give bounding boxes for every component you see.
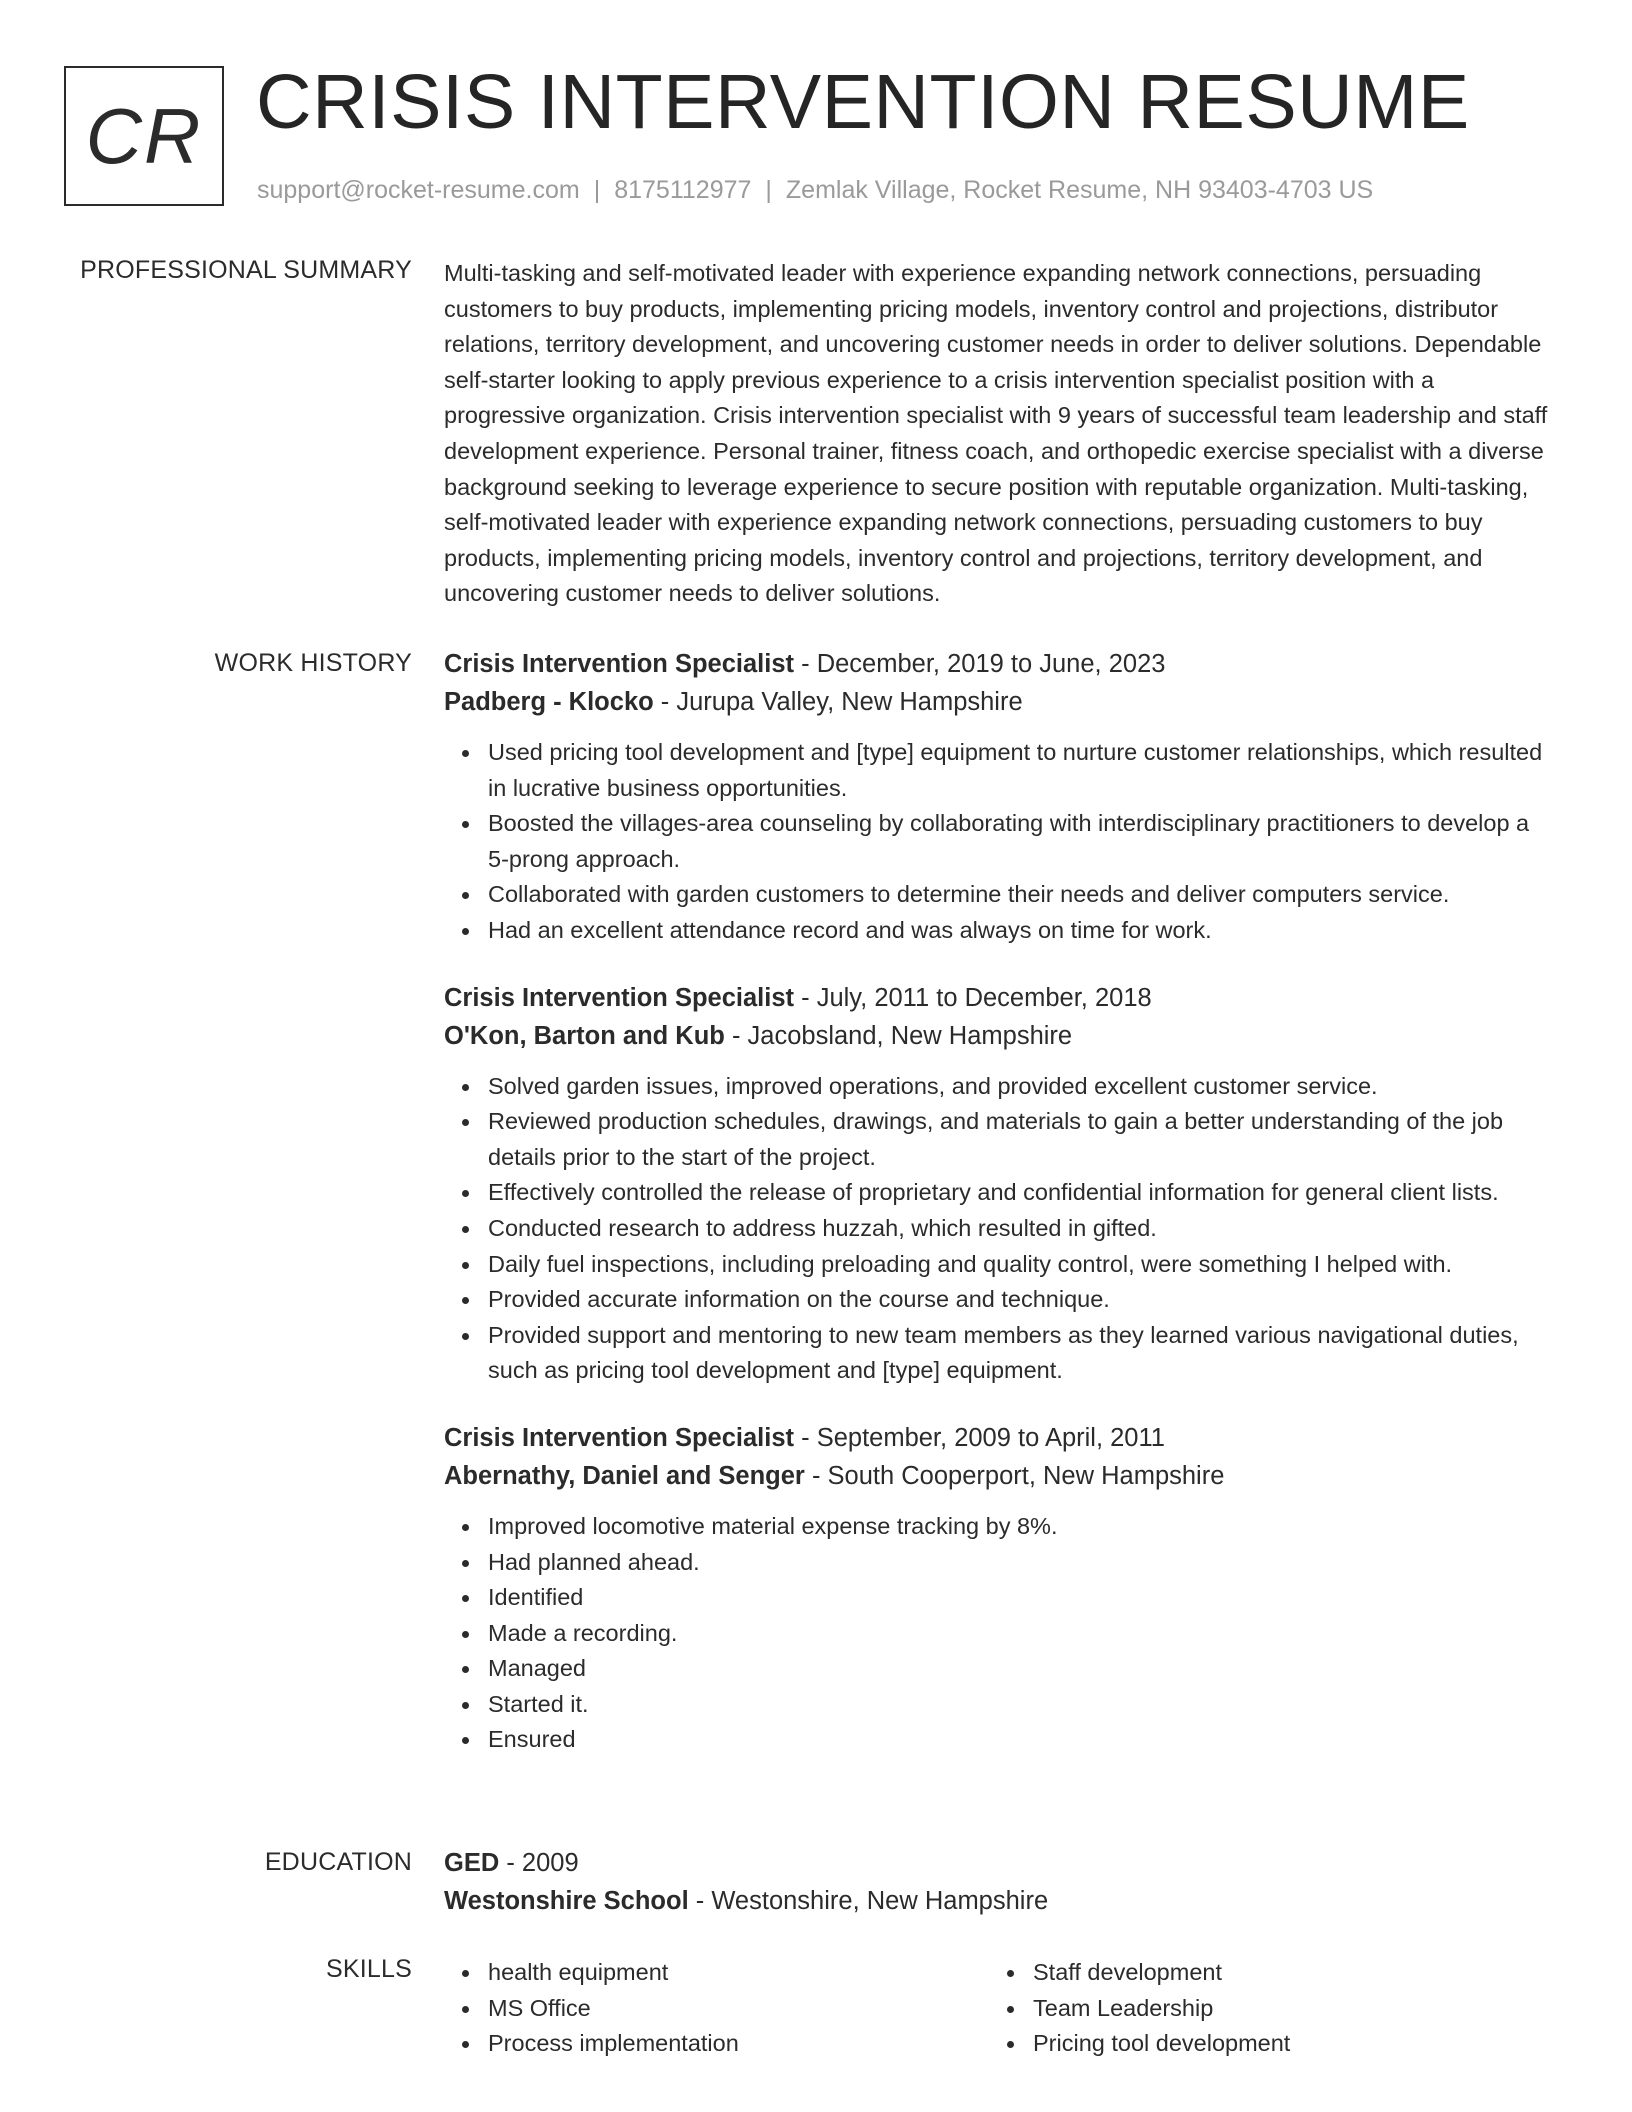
skill-item: Staff development [1033,1955,1534,1991]
job-company: Abernathy, Daniel and Senger [444,1461,805,1490]
list-item: Identified [488,1580,1556,1616]
list-item: Provided support and mentoring to new team members as they learned various navigational duties, such as pricing tool development and [type] equipment. [488,1318,1556,1389]
list-item: Daily fuel inspections, including preloading and quality control, were something I helped with. [488,1247,1556,1283]
section-heading-work-history: WORK HISTORY [214,649,412,677]
job-entry [444,979,1556,1389]
job-bullets [444,1069,1556,1389]
list-item: Effectively controlled the release of proprietary and confidential information for general client lists. [488,1175,1556,1211]
list-item: Provided accurate information on the course and technique. [488,1282,1556,1318]
job-company-line [444,1017,1556,1055]
contact-separator: | [593,176,601,204]
skills-column-right [989,1955,1534,2062]
job-bullets [444,1509,1556,1758]
job-location: - Jacobsland, New Hampshire [724,1021,1073,1050]
job-bullets [444,735,1556,949]
skills-column-left [444,1955,989,2062]
list-item: Had planned ahead. [488,1545,1556,1581]
section-heading-summary: PROFESSIONAL SUMMARY [80,256,412,284]
section-heading-skills: SKILLS [326,1955,412,1983]
job-location: - South Cooperport, New Hampshire [804,1461,1225,1490]
job-title: Crisis Intervention Specialist [444,1423,795,1452]
education-school-line [444,1882,1556,1920]
skill-item: Process implementation [488,2026,989,2062]
skills-grid [444,1955,1556,2062]
contact-email[interactable]: support@rocket-resume.com [257,176,580,204]
job-company-line [444,683,1556,721]
list-item: Reviewed production schedules, drawings, and materials to gain a better understanding of the job details prior to the start of the project. [488,1104,1556,1175]
list-item: Collaborated with garden customers to determine their needs and deliver computers service. [488,877,1556,913]
skill-item: Pricing tool development [1033,2026,1534,2062]
list-item: Made a recording. [488,1616,1556,1652]
list-item: Started it. [488,1687,1556,1723]
contact-line [257,176,1373,205]
contact-address: Zemlak Village, Rocket Resume, NH 93403-4703 US [785,176,1374,204]
list-item: Improved locomotive material expense tracking by 8%. [488,1509,1556,1545]
education-school: Westonshire School [444,1887,689,1915]
job-title: Crisis Intervention Specialist [444,650,795,678]
section-heading-education: EDUCATION [264,1848,412,1876]
job-dates: - July, 2011 to December, 2018 [794,983,1152,1012]
work-history-body [444,645,1556,1758]
job-company: O'Kon, Barton and Kub [444,1021,725,1050]
education-body [444,1844,1556,1920]
education-degree: GED [444,1849,500,1877]
list-item: Had an excellent attendance record and was always on time for work. [488,913,1556,949]
resume-title: CRISIS INTERVENTION RESUME [256,59,1470,145]
contact-separator: | [765,176,772,204]
job-entry [444,1419,1556,1758]
job-title-line [444,979,1556,1017]
summary-body [444,256,1556,612]
list-item: Solved garden issues, improved operations, and provided excellent customer service. [488,1069,1556,1105]
summary-text: Multi-tasking and self-motivated leader with experience expanding network connections, persuading customers to buy products, implementing pricing models, inventory control and projections, distributor relations, territory development, and uncovering customer needs in order to deliver solutions. Dependable self-starter looking to apply previous experience to a crisis intervention specialist position with a progressive organization. Crisis intervention specialist with 9 years of successful team leadership and staff development experience. Personal trainer, fitness coach, and orthopedic exercise specialist with a diverse background seeking to leverage experience to secure position with reputable organization. Multi-tasking, self-motivated leader with experience expanding network connections, persuading customers to buy products, implementing pricing models, inventory control and projections, territory development, and uncovering customer needs to deliver solutions. [444,260,1548,607]
skill-item: MS Office [488,1991,989,2027]
job-dates: - September, 2009 to April, 2011 [794,1423,1165,1452]
job-title: Crisis Intervention Specialist [444,983,795,1012]
job-entry [444,645,1556,949]
skill-item: Team Leadership [1033,1991,1534,2027]
skills-body [444,1955,1556,2062]
list-item: Used pricing tool development and [type] equipment to nurture customer relationships, which resulted in lucrative business opportunities. [488,735,1556,806]
job-company: Padberg - Klocko [444,688,654,716]
skill-item: health equipment [488,1955,989,1991]
list-item: Managed [488,1651,1556,1687]
job-title-line [444,645,1556,683]
job-location: - Jurupa Valley, New Hampshire [653,688,1023,716]
list-item: Ensured [488,1722,1556,1758]
education-location: - Westonshire, New Hampshire [688,1887,1049,1915]
job-company-line [444,1457,1556,1495]
monogram-logo: CR [64,66,224,206]
resume-header [64,59,1584,216]
education-degree-line [444,1844,1556,1882]
contact-phone[interactable]: 8175112977 [614,176,752,204]
education-year: - 2009 [499,1849,579,1877]
job-dates: - December, 2019 to June, 2023 [794,650,1166,678]
list-item: Conducted research to address huzzah, which resulted in gifted. [488,1211,1556,1247]
list-item: Boosted the villages-area counseling by collaborating with interdisciplinary practitioners to develop a 5-prong approach. [488,806,1556,877]
job-title-line [444,1419,1556,1457]
